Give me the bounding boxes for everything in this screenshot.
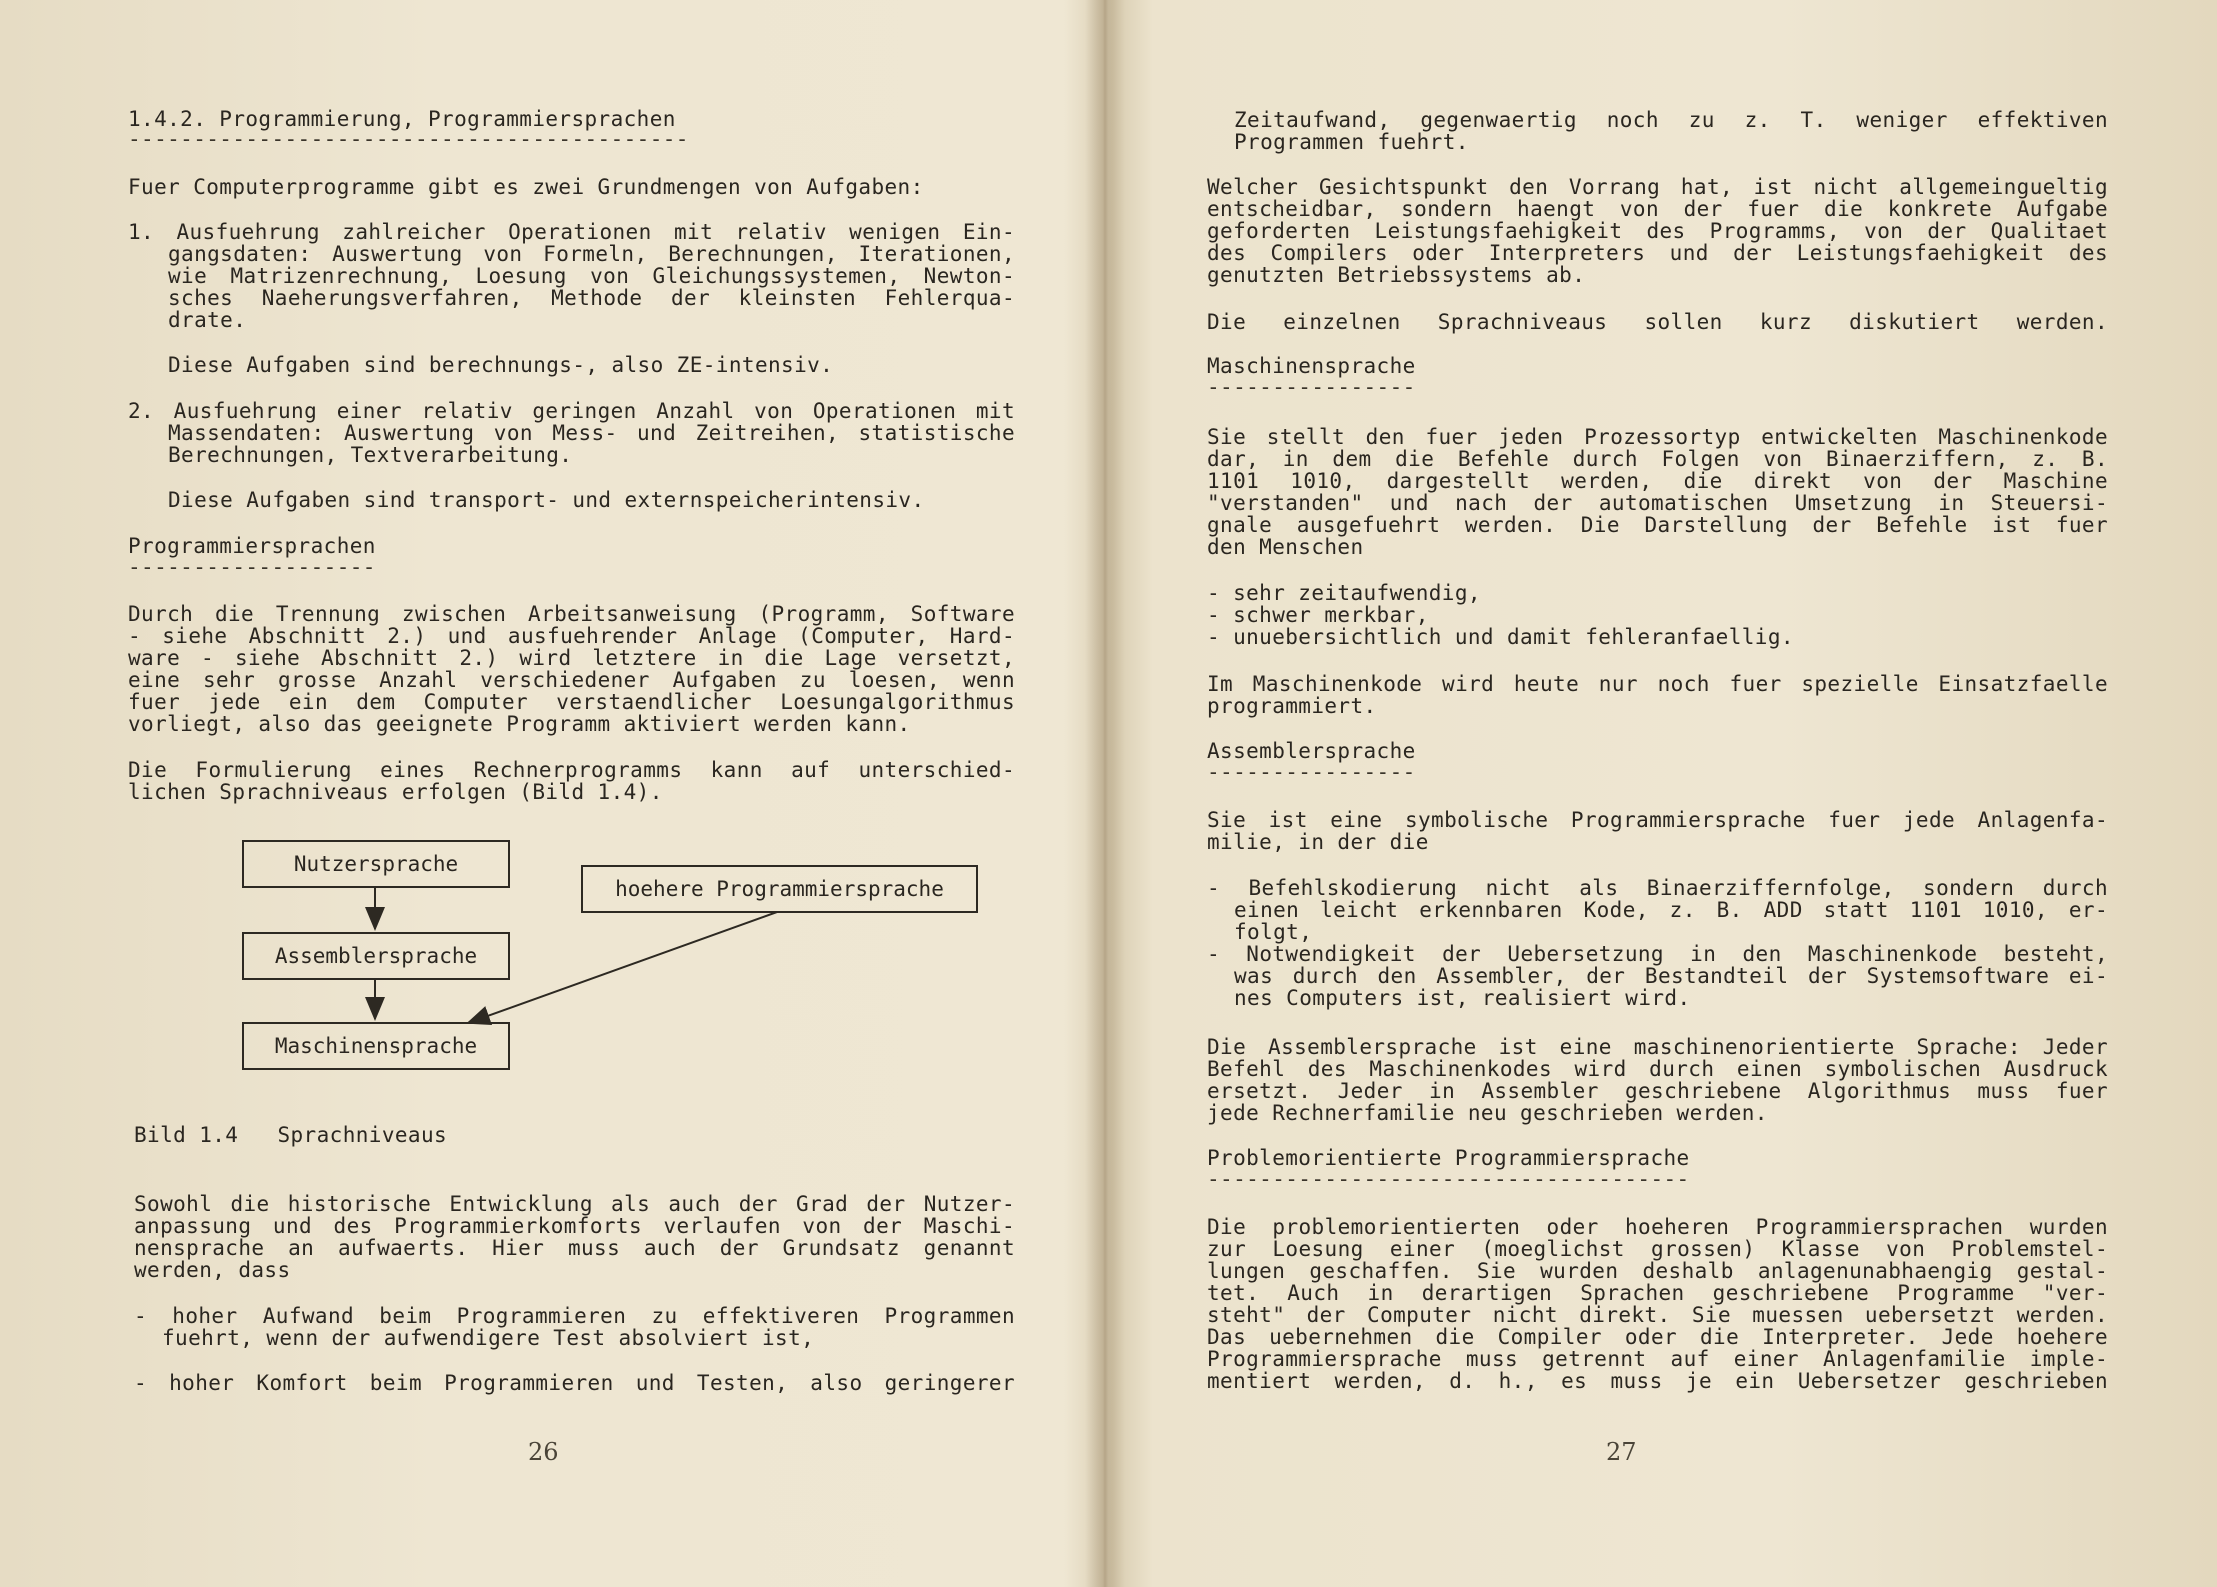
right-page (1108, 0, 2217, 1587)
section-heading: 1.4.2. Programmierung, Programmiersprachen (128, 107, 676, 131)
para6-line: Befehl des Maschinenkodes wird durch einen symbolischen Ausdruck (1207, 1057, 2108, 1081)
para3-line: Sie stellt den fuer jeden Prozessortyp entwickelten Maschinenkode (1207, 425, 2108, 449)
intro-text: Fuer Computerprogramme gibt es zwei Grundmengen von Aufgaben: (128, 175, 924, 199)
box-hoehere-programmiersprache: hoehere Programmiersprache (581, 865, 978, 913)
sub-heading-underline: ------------------- (128, 555, 376, 579)
para2-line: Die einzelnen Sprachniveaus sollen kurz diskutiert werden. (1207, 310, 2108, 334)
list2-line: was durch den Assembler, der Bestandteil der Systemsoftware ei- (1234, 964, 2108, 988)
left-page (0, 0, 1100, 1587)
para3-line: dar, in dem die Befehle durch Folgen von Binaerziffern, z. B. (1207, 447, 2108, 471)
arrow-hoehere-to-maschine (468, 912, 777, 1023)
list1-item: - unuebersichtlich und damit fehleranfaellig. (1207, 625, 1794, 649)
para7-line: Die problemorientierten oder hoeheren Programmiersprachen wurden (1207, 1215, 2108, 1239)
heading-problemorientiert-underline: ------------------------------------- (1207, 1167, 1690, 1191)
page-number-right: 27 (1606, 1438, 1637, 1466)
para1-line: vorliegt, also das geeignete Programm aktiviert werden kann. (128, 712, 911, 736)
item2-line: 2. Ausfuehrung einer relativ geringen Anzahl von Operationen mit (128, 399, 1015, 423)
para1-line: Welcher Gesichtspunkt den Vorrang hat, ist nicht allgemeingueltig (1207, 175, 2108, 199)
para6-line: jede Rechnerfamilie neu geschrieben werden. (1207, 1101, 1768, 1125)
para3-line: anpassung und des Programmierkomforts verlaufen von der Maschi- (134, 1214, 1015, 1238)
item2-line: Berechnungen, Textverarbeitung. (168, 443, 573, 467)
heading-problemorientiert: Problemorientierte Programmiersprache (1207, 1146, 1690, 1170)
para7-line: Programmiersprache muss getrennt auf einer Anlagenfamilie imple- (1207, 1347, 2108, 1371)
box-nutzersprache: Nutzersprache (242, 840, 510, 888)
para7-line: Das uebernehmen die Compiler oder die Interpreter. Jede hoehere (1207, 1325, 2108, 1349)
para3-line: 1101 1010, dargestellt werden, die direkt von der Maschine (1207, 469, 2108, 493)
item1-line: gangsdaten: Auswertung von Formeln, Berechnungen, Iterationen, (168, 242, 1015, 266)
list2-line: folgt, (1234, 920, 1313, 944)
section-heading-underline: ------------------------------------------- (128, 127, 689, 151)
item1-note: Diese Aufgaben sind berechnungs-, also ZE-intensiv. (168, 353, 834, 377)
para7-line: steht" der Computer nicht direkt. Sie muessen uebersetzt werden. (1207, 1303, 2108, 1327)
para3-line: werden, dass (134, 1258, 291, 1282)
page-number-left: 26 (528, 1438, 559, 1466)
list2-line: einen leicht erkennbaren Kode, z. B. ADD statt 1101 1010, er- (1234, 898, 2108, 922)
para4-line: programmiert. (1207, 694, 1377, 718)
para7-line: lungen geschaffen. Sie wurden deshalb anlagenunabhaengig gestal- (1207, 1259, 2108, 1283)
para4-line: Im Maschinenkode wird heute nur noch fuer spezielle Einsatzfaelle (1207, 672, 2108, 696)
box-maschinensprache: Maschinensprache (242, 1022, 510, 1070)
list2-line: - Befehlskodierung nicht als Binaerziffernfolge, sondern durch (1207, 876, 2108, 900)
para1-line: Durch die Trennung zwischen Arbeitsanweisung (Programm, Software (128, 602, 1015, 626)
para6-line: ersetzt. Jeder in Assembler geschriebene Algorithmus muss fuer (1207, 1079, 2108, 1103)
para3-line: den Menschen (1207, 535, 1364, 559)
item1-line: drate. (168, 308, 247, 332)
item2-line: Massendaten: Auswertung von Mess- und Zeitreihen, statistische (168, 421, 1015, 445)
para3-line: nensprache an aufwaerts. Hier muss auch der Grundsatz genannt (134, 1236, 1015, 1260)
para1-line: des Compilers oder Interpreters und der Leistungsfaehigkeit des (1207, 241, 2108, 265)
para7-line: mentiert werden, d. h., es muss je ein Uebersetzer geschrieben (1207, 1369, 2108, 1393)
para6-line: Die Assemblersprache ist eine maschinenorientierte Sprache: Jeder (1207, 1035, 2108, 1059)
sub-heading: Programmiersprachen (128, 534, 376, 558)
list1-item: - schwer merkbar, (1207, 603, 1429, 627)
heading-assemblersprache-underline: ---------------- (1207, 760, 1416, 784)
cont-line: Programmen fuehrt. (1234, 130, 1469, 154)
item1-line: wie Matrizenrechnung, Loesung von Gleichungssystemen, Newton- (168, 264, 1015, 288)
para1-line: eine sehr grosse Anzahl verschiedener Aufgaben zu loesen, wenn (128, 668, 1015, 692)
bullet1-line: fuehrt, wenn der aufwendigere Test absolviert ist, (162, 1326, 815, 1350)
bullet1-line: - hoher Aufwand beim Programmieren zu effektiveren Programmen (134, 1304, 1015, 1328)
box-assemblersprache: Assemblersprache (242, 932, 510, 980)
heading-maschinensprache: Maschinensprache (1207, 354, 1416, 378)
para1-line: - siehe Abschnitt 2.) und ausfuehrender Anlage (Computer, Hard- (128, 624, 1015, 648)
list2-line: nes Computers ist, realisiert wird. (1234, 986, 1691, 1010)
para5-line: Sie ist eine symbolische Programmiersprache fuer jede Anlagenfa- (1207, 808, 2108, 832)
para1-line: entscheidbar, sondern haengt von der fuer die konkrete Aufgabe (1207, 197, 2108, 221)
para7-line: tet. Auch in derartigen Sprachen geschriebene Programme "ver- (1207, 1281, 2108, 1305)
para5-line: milie, in der die (1207, 830, 1429, 854)
para3-line: Sowohl die historische Entwicklung als auch der Grad der Nutzer- (134, 1192, 1015, 1216)
para3-line: "verstanden" und nach der automatischen Umsetzung in Steuersi- (1207, 491, 2108, 515)
para3-line: gnale ausgefuehrt werden. Die Darstellung der Befehle ist fuer (1207, 513, 2108, 537)
para1-line: ware - siehe Abschnitt 2.) wird letztere in die Lage versetzt, (128, 646, 1015, 670)
item1-line: sches Naeherungsverfahren, Methode der kleinsten Fehlerqua- (168, 286, 1015, 310)
para2-line: lichen Sprachniveaus erfolgen (Bild 1.4). (128, 780, 663, 804)
para1-line: geforderten Leistungsfaehigkeit des Programms, von der Qualitaet (1207, 219, 2108, 243)
figure-caption: Bild 1.4 Sprachniveaus (134, 1123, 448, 1147)
heading-assemblersprache: Assemblersprache (1207, 739, 1416, 763)
item2-note: Diese Aufgaben sind transport- und externspeicherintensiv. (168, 488, 925, 512)
heading-maschinensprache-underline: ---------------- (1207, 375, 1416, 399)
para1-line: fuer jede ein dem Computer verstaendlicher Loesungalgorithmus (128, 690, 1015, 714)
cont-line: Zeitaufwand, gegenwaertig noch zu z. T. weniger effektiven (1234, 108, 2108, 132)
list2-line: - Notwendigkeit der Uebersetzung in den Maschinenkode besteht, (1207, 942, 2108, 966)
para2-line: Die Formulierung eines Rechnerprogramms kann auf unterschied- (128, 758, 1015, 782)
para1-line: genutzten Betriebssystems ab. (1207, 263, 1586, 287)
item1-line: 1. Ausfuehrung zahlreicher Operationen mit relativ wenigen Ein- (128, 220, 1015, 244)
bullet2-line: - hoher Komfort beim Programmieren und Testen, also geringerer (134, 1371, 1015, 1395)
para7-line: zur Loesung einer (moeglichst grossen) Klasse von Problemstel- (1207, 1237, 2108, 1261)
list1-item: - sehr zeitaufwendig, (1207, 581, 1481, 605)
